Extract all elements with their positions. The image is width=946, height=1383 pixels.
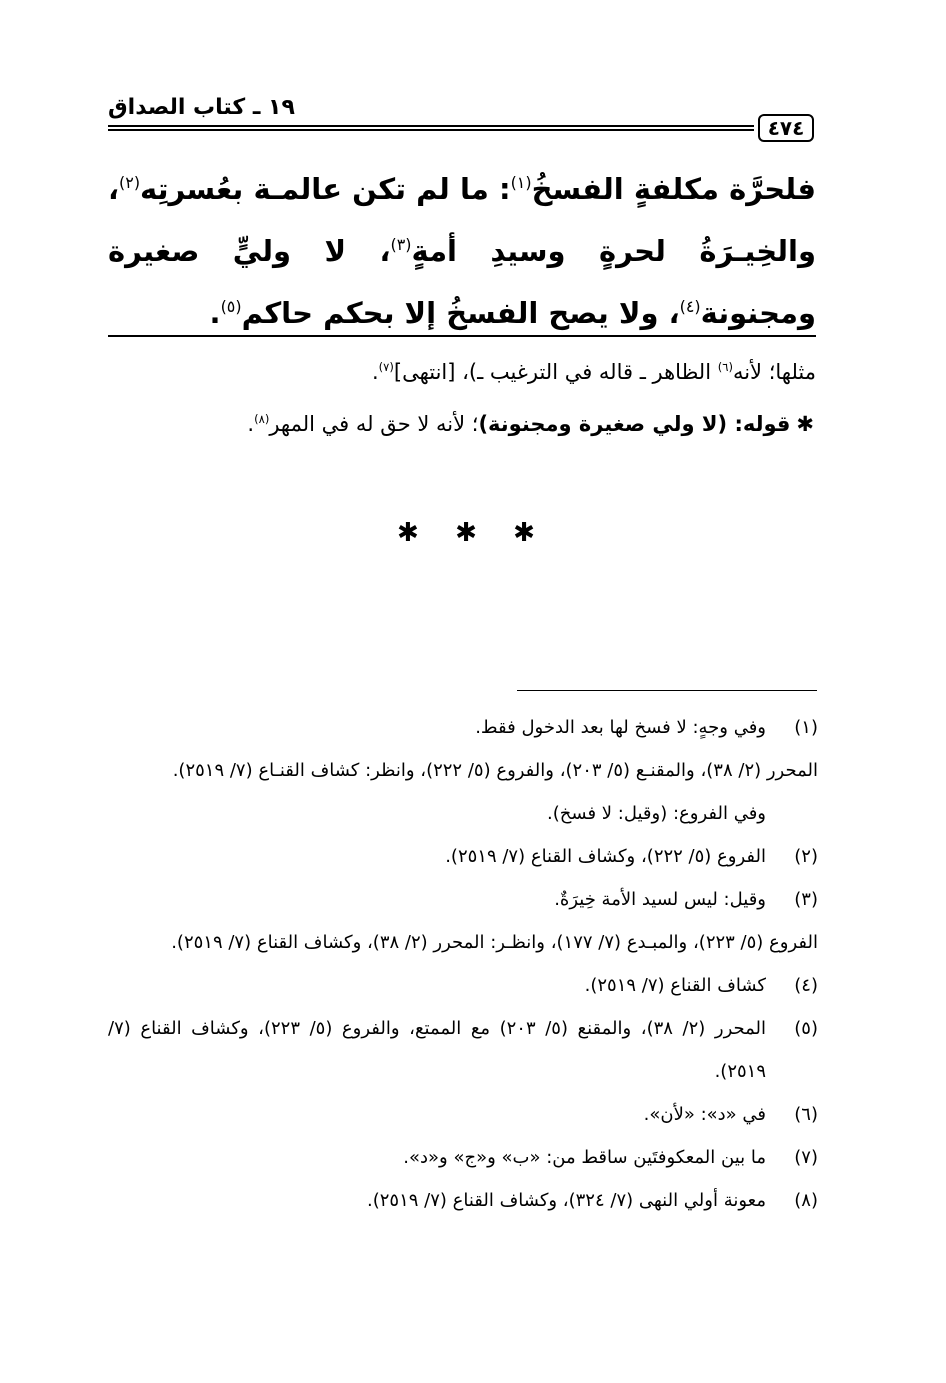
- section-separator-asterisks: ✱ ✱ ✱: [397, 518, 549, 548]
- commentary-block: [108, 346, 816, 450]
- footnote-divider: [517, 690, 817, 691]
- commentary-line: [108, 346, 816, 398]
- main-text-segment: .: [209, 296, 221, 330]
- footnote-ref-8[interactable]: (٨): [254, 411, 270, 426]
- header-double-rule: [108, 125, 754, 131]
- main-text-segment: ، لا وليٍّ صغيرة ومجنونة: [108, 234, 816, 330]
- commentary-quote: قوله: (لا ولي صغيرة ومجنونة): [478, 412, 791, 436]
- commentary-text: .: [371, 360, 379, 384]
- main-text-segment: ، والخِيـرَةُ لحرةٍ وسيدِ أمةٍ: [108, 172, 816, 268]
- footnote-reference-text: وفي الفروع: (وقيل: لا فسخ).: [547, 803, 766, 824]
- footnote-ref-2[interactable]: (٢): [119, 172, 141, 192]
- footnote-number: (٢): [794, 846, 818, 867]
- footnote-reference-text: الفروع (٥/ ٢٢٣)، والمبـدع (٧/ ١٧٧)، وانظـر: المحرر (٢/ ٣٨)، وكشاف القناع (٧/ ٢٥١٩).: [171, 932, 818, 953]
- footnote-ref-4[interactable]: (٤): [679, 296, 701, 316]
- footnote-text: كشاف القناع (٧/ ٢٥١٩).: [584, 975, 766, 996]
- footnote-number: (١): [794, 717, 818, 738]
- footnote-item: [108, 1136, 818, 1179]
- commentary-text: .: [247, 412, 255, 436]
- main-text-segment: : ما لم تكن عالمـة بعُسرتِه: [140, 172, 511, 206]
- footnote-ref-5[interactable]: (٥): [220, 296, 242, 316]
- footnote-item: [108, 706, 818, 749]
- footnote-text: المحرر (٢/ ٣٨)، والمقنع (٥/ ٢٠٣) مع الممتع، والفروع (٥/ ٢٢٣)، وكشاف القناع (٧/ ٢٥١٩).: [108, 1018, 767, 1082]
- footnote-text: وفي وجهٍ: لا فسخ لها بعد الدخول فقط.: [475, 717, 766, 738]
- footnote-text: ما بين المعكوفتَين ساقط من: «ب» و«ج» و«د».: [403, 1147, 766, 1168]
- commentary-text: مثلها؛ لأنه: [732, 360, 816, 384]
- footnote-item: [108, 835, 818, 878]
- footnote-number: (٤): [794, 975, 818, 996]
- commentary-text: الظاهر ـ قاله في الترغيب ـ)، [انتهى]: [393, 360, 718, 384]
- footnote-number: (٦): [794, 1104, 818, 1125]
- footnote-number: (٧): [794, 1147, 818, 1168]
- commentary-text: ؛ لأنه لا حق له في المهر: [269, 412, 479, 436]
- page-number-box: ٤٧٤: [758, 114, 814, 142]
- running-header-title: ١٩ ـ كتاب الصداق: [108, 95, 295, 120]
- commentary-line: [108, 398, 816, 450]
- main-text-segment: فلحرَّة مكلفةٍ الفسخُ: [531, 172, 816, 206]
- footnote-ref-7[interactable]: (٧): [378, 359, 394, 374]
- footnote-ref-6[interactable]: (٦): [717, 359, 733, 374]
- footnote-number: (٨): [794, 1190, 818, 1211]
- footnote-number: (٥): [794, 1018, 818, 1039]
- footnote-text: في «د»: «لأن».: [643, 1104, 766, 1125]
- footnote-item: [108, 878, 818, 921]
- main-text-segment: ، ولا يصح الفسخُ إلا بحكم حاكم: [241, 296, 680, 330]
- footnote-reference-text: المحرر (٢/ ٣٨)، والمقنـع (٥/ ٢٠٣)، والفروع (٥/ ٢٢٢)، وانظر: كشاف القنـاع (٧/ ٢٥١٩).: [172, 760, 818, 781]
- footnote-text: الفروع (٥/ ٢٢٢)، وكشاف القناع (٧/ ٢٥١٩).: [445, 846, 766, 867]
- footnote-text: معونة أولي النهى (٧/ ٣٢٤)، وكشاف القناع (٧/ ٢٥١٩).: [367, 1190, 766, 1211]
- footnote-ref-3[interactable]: (٣): [390, 234, 412, 254]
- main-text-divider: [108, 335, 816, 337]
- footnote-item: [108, 1093, 818, 1136]
- footnote-ref-1[interactable]: (١): [510, 172, 532, 192]
- asterisk-bullet-icon: ✱: [796, 412, 814, 436]
- footnote-item: [108, 1007, 818, 1093]
- footnotes-block: [108, 706, 818, 1222]
- footnote-item: [108, 964, 818, 1007]
- footnote-text: وقيل: ليس لسيد الأمة خِيرَةٌ.: [554, 889, 766, 910]
- main-text-block: [108, 158, 816, 344]
- footnote-item: [108, 1179, 818, 1222]
- footnote-number: (٣): [794, 889, 818, 910]
